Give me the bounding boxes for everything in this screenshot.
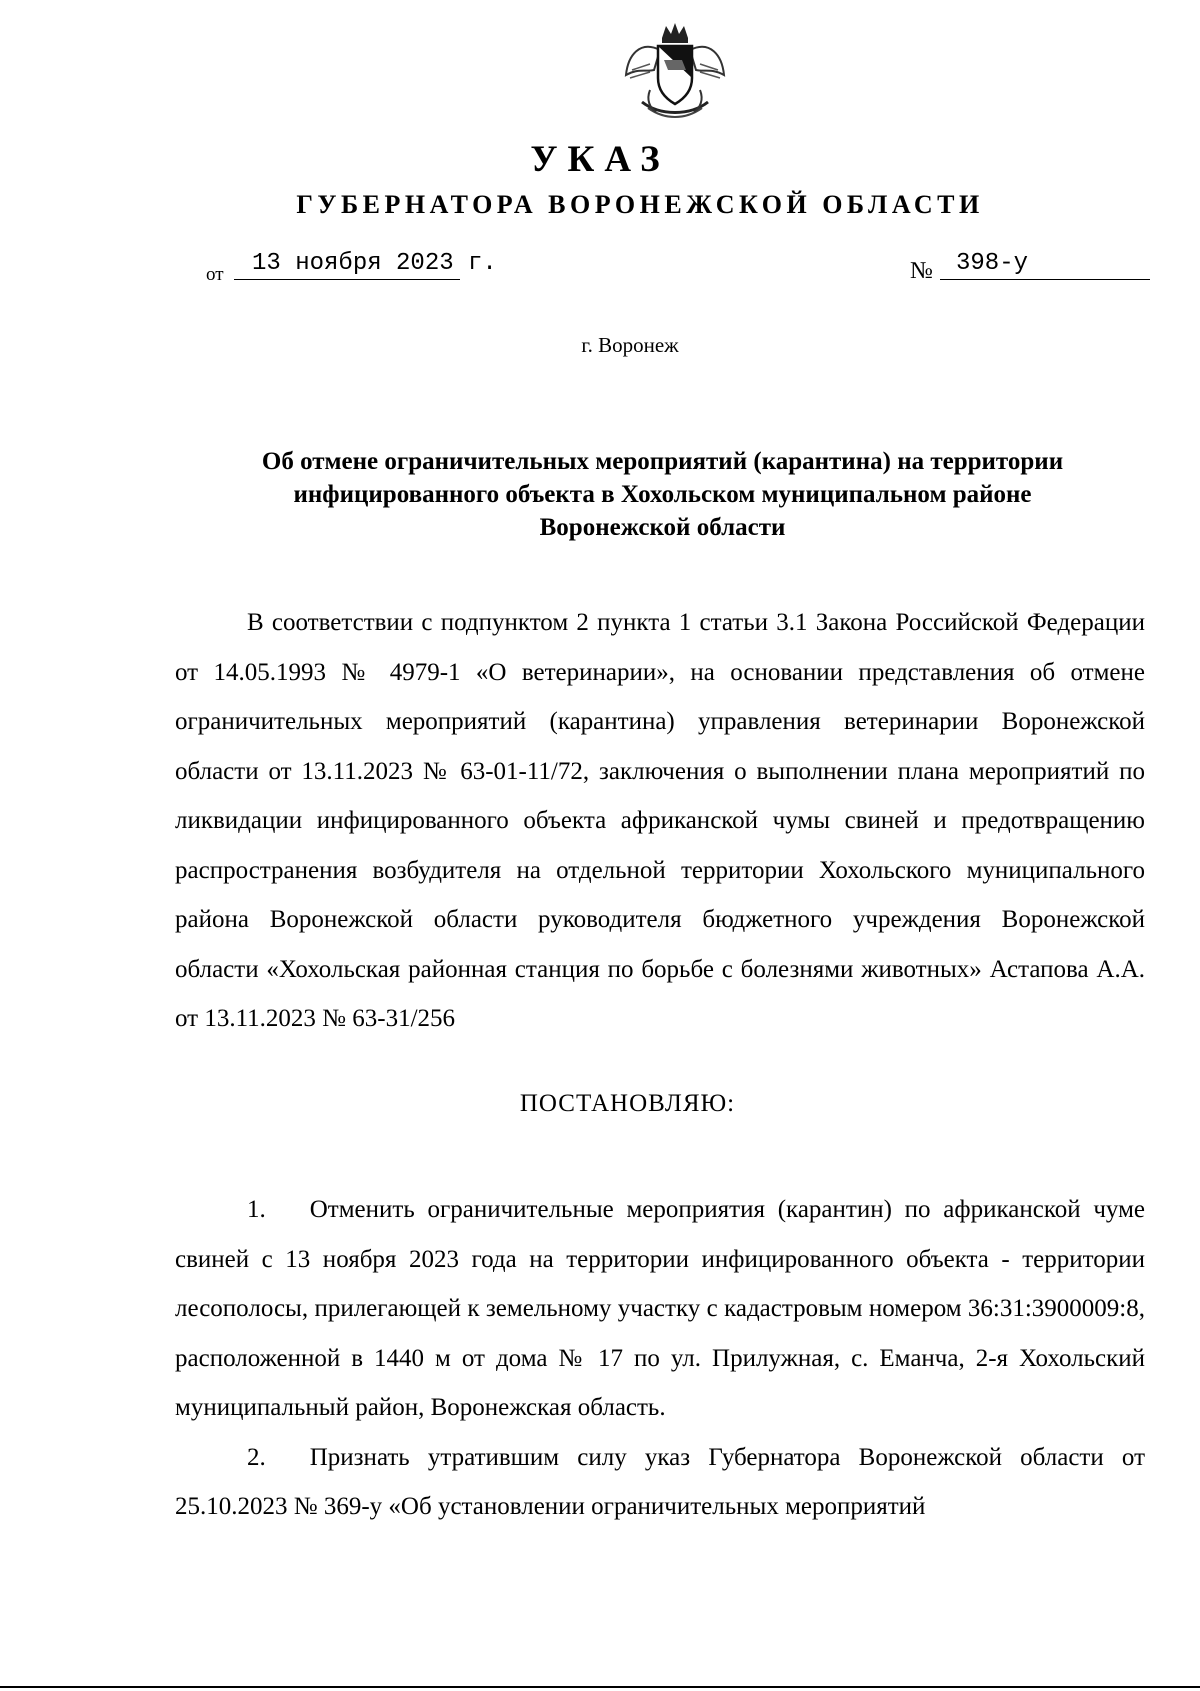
item-number: 2. [247, 1443, 266, 1471]
city: г. Воронеж [581, 333, 679, 357]
number-value: 398-у [940, 250, 1150, 280]
decree-title: УКАЗ [530, 139, 670, 180]
coat-of-arms-icon [620, 20, 730, 125]
item-text: Отменить ограничительные мероприятия (карантин) по африканской чуме свиней с 13 ноября 2023 года на территории инфицированного объекта - территории лесополосы, прилегающей к земельному участку с кадастровым номером 36:31:3900009:8, расположенной в 1440 м от дома № 17 по ул. Прилужная, с. Еманча, 2-я Хохольский муниципальный район, Воронежская область. [175, 1196, 1145, 1421]
issuer-title: ГУБЕРНАТОРА ВОРОНЕЖСКОЙ ОБЛАСТИ [296, 190, 984, 219]
decree-number [910, 250, 1150, 284]
item-number: 1. [247, 1196, 266, 1223]
page-bottom-rule [0, 1686, 1200, 1688]
number-prefix: № [910, 258, 933, 284]
heading-line: инфицированного объекта в Хохольском муниципальном районе [293, 481, 1032, 508]
list-item [175, 1185, 1145, 1433]
list-item [175, 1433, 1145, 1532]
heading-line: Об отмене ограничительных мероприятий (карантина) на территории [261, 448, 1064, 475]
decree-date [206, 250, 506, 284]
preamble: В соответствии с подпунктом 2 пункта 1 статьи 3.1 Закона Российской Федерации от 14.05.1993 № 4979-1 «О ветеринарии», на основании представления об отмене ограничительных мероприятий (карантина) управления ветеринарии Воронежской области от 13.11.2023 № 63-01-11/72, заключения о выполнении плана мероприятий по ликвидации инфицированного объекта африканской чумы свиней и предотвращению распространения возбудителя на отдельной территории Хохольского муниципального района Воронежской области руководителя бюджетного учреждения Воронежской области «Хохольская районная станция по борьбе с болезнями животных» Астапова А.А. от 13.11.2023 № 63-31/256 [175, 609, 1145, 1032]
heading-line: Воронежской области [539, 514, 786, 541]
decree-heading [175, 445, 1150, 544]
items-block [175, 1185, 1145, 1532]
item-text: Признать утратившим силу указ Губернатора Воронежской области от 25.10.2023 № 369-у «Об установлении ограничительных мероприятий [175, 1443, 1145, 1520]
resolve-heading: ПОСТАНОВЛЯЮ: [519, 1090, 736, 1117]
date-value: 13 ноября 2023 [234, 250, 460, 280]
date-prefix: от [206, 264, 224, 285]
preamble-block [175, 598, 1145, 1044]
date-suffix: г. [468, 250, 497, 277]
